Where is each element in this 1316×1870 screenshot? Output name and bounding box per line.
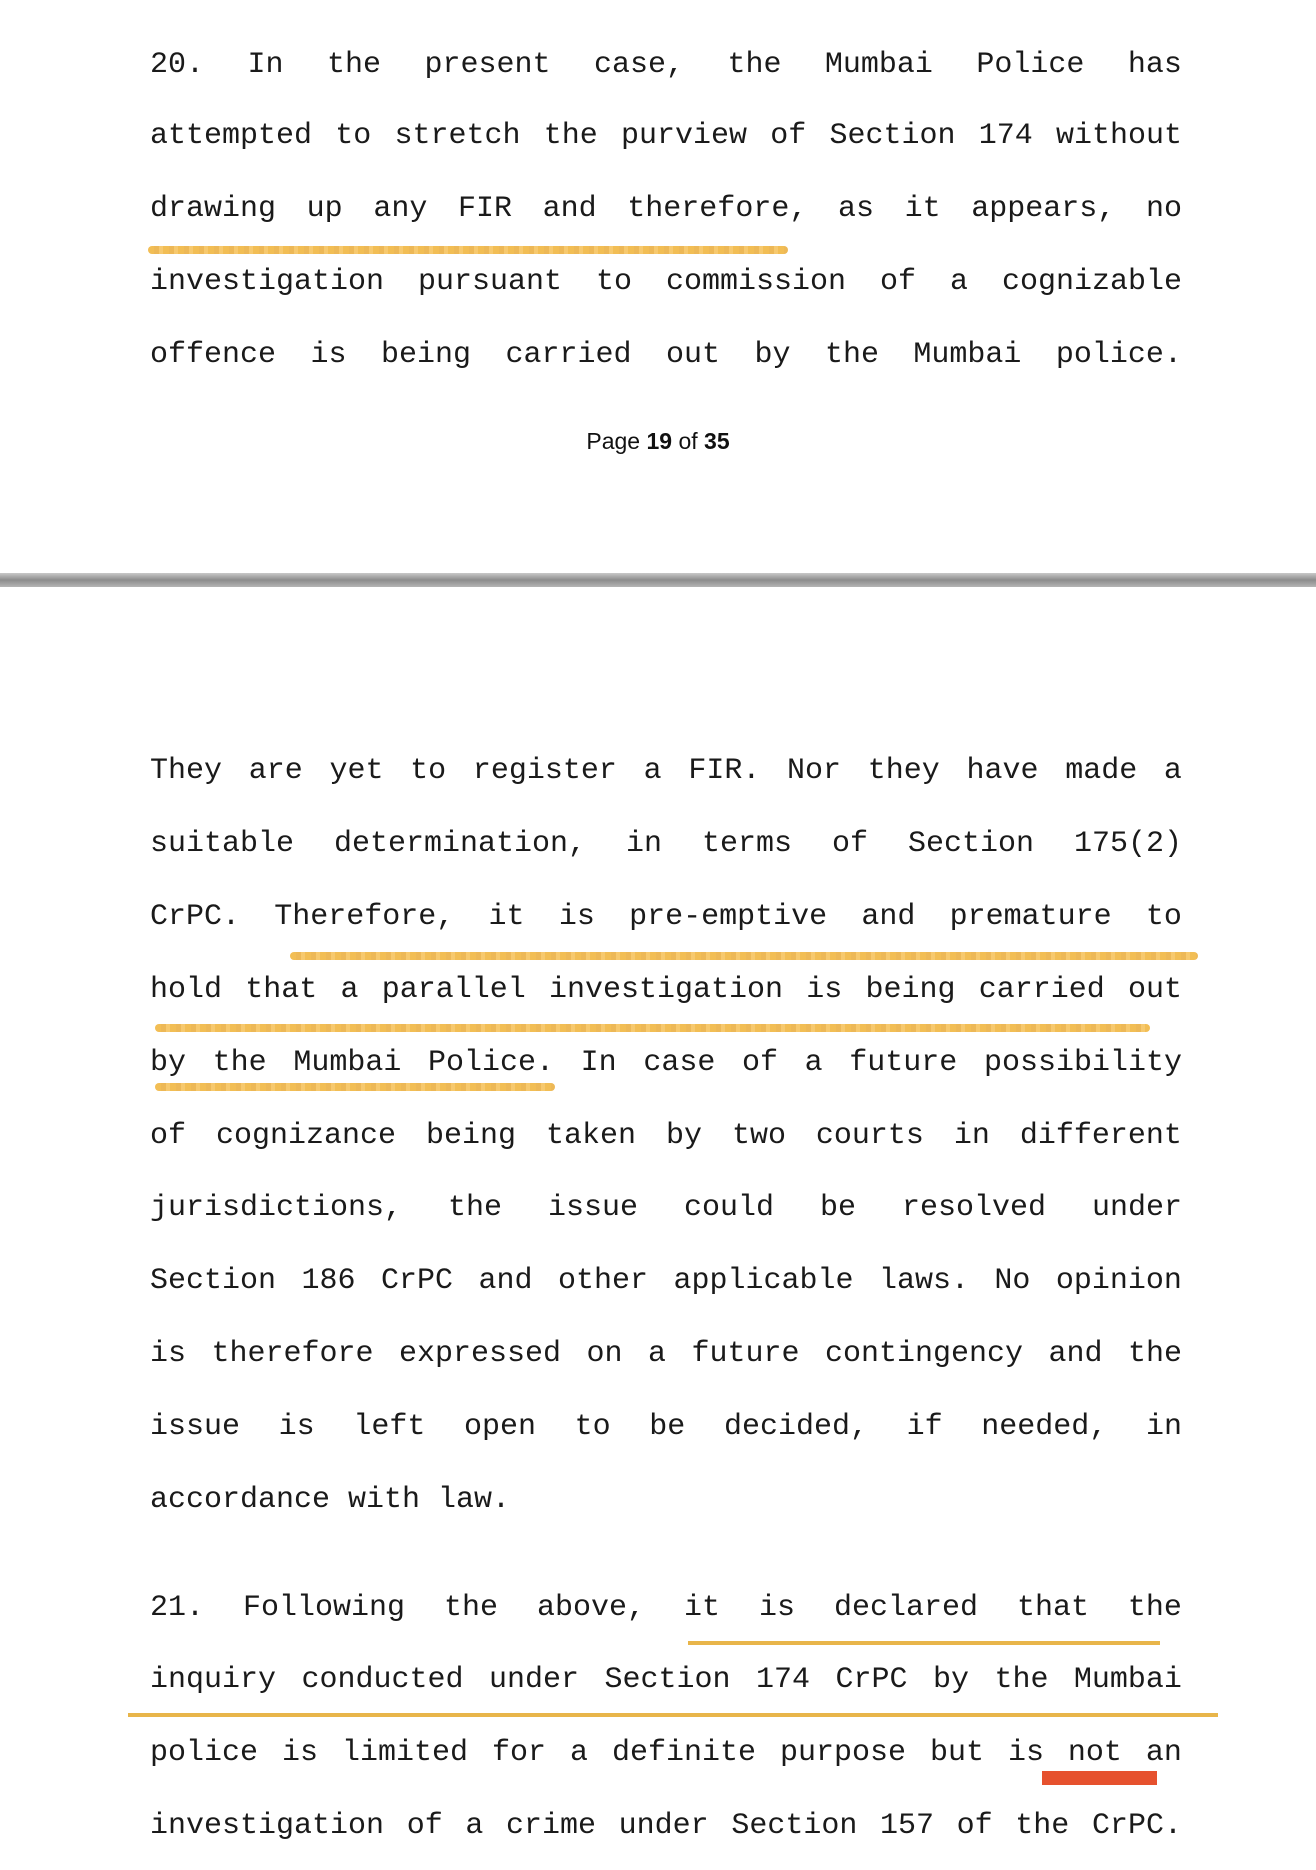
word: is [150,1337,187,1371]
word: a [340,973,359,1007]
word: be [649,1410,686,1444]
word: Police [976,48,1085,82]
word: above, [536,1591,645,1625]
word: the [443,1591,498,1625]
word: and [542,192,597,226]
word: present [424,48,551,82]
text-line [150,826,1182,862]
word: possibility [983,1046,1182,1080]
word: In [580,1046,617,1080]
word: cognizable [1001,265,1182,299]
word: if [906,1410,943,1444]
word: expressed [398,1337,562,1371]
word: out [665,338,720,372]
word: two [731,1119,786,1153]
word: under [489,1663,580,1697]
word: police. [1055,338,1182,372]
word: different [1019,1119,1182,1153]
word: and [478,1264,533,1298]
word: a [647,1337,666,1371]
word: of [741,1046,778,1080]
text-line [150,1482,1182,1518]
word: has [1127,48,1182,82]
word: the [727,48,782,82]
word: is [806,973,843,1007]
total-page-count: 35 [704,428,730,454]
word: the [824,338,879,372]
word: they [867,754,940,788]
highlight-mark-4 [155,1083,555,1091]
word: in [1145,1410,1182,1444]
word: of [956,1809,993,1843]
underline-mark-1 [688,1641,1160,1645]
word: register [472,754,617,788]
word: to [410,754,447,788]
word: CrPC. [150,900,241,934]
word: pursuant [418,265,563,299]
word: limited [341,1736,469,1770]
text-line [150,899,1182,935]
text-line [150,1190,1182,1226]
word: is [310,338,347,372]
word: decided, [723,1410,868,1444]
word: is [558,900,595,934]
word: 20. [150,48,205,82]
word: They [150,754,223,788]
word: the [1127,1591,1182,1625]
word: as [837,192,874,226]
word: of [150,1119,187,1153]
word: resolved [901,1191,1046,1225]
word: premature [949,900,1112,934]
text-line [150,191,1182,227]
word: the [326,48,381,82]
word: up [306,192,343,226]
word: is [282,1736,319,1770]
word: declared [833,1591,978,1625]
word: Mumbai [1073,1663,1182,1697]
word: pre-emptive [629,900,828,934]
word: therefore [211,1337,374,1371]
word: the [1015,1809,1070,1843]
word: Section [731,1809,858,1843]
word: Mumbai [824,48,933,82]
word: a [949,265,968,299]
text-line [150,1735,1182,1771]
word: could [683,1191,774,1225]
word: issue [548,1191,639,1225]
word: Following [242,1591,406,1625]
word: it [488,900,525,934]
word: of [770,119,807,153]
word: conducted [301,1663,464,1697]
word: under [1091,1191,1182,1225]
word: 174 [755,1663,810,1697]
text-line [150,1045,1182,1081]
word: contingency [824,1337,1023,1371]
page-number-footer: Page 19 of 35 [586,428,730,454]
text-line [150,1808,1182,1844]
word: that [245,973,318,1007]
word: no [1145,192,1182,226]
word: to [574,1410,611,1444]
word: CrPC [835,1663,908,1697]
word: the [448,1191,503,1225]
word: is [1007,1736,1044,1770]
word: to [596,265,633,299]
word: a [569,1736,588,1770]
word: 174 [978,119,1033,153]
word: left [353,1410,426,1444]
word: parallel [381,973,526,1007]
word: Nor [787,754,842,788]
word: in [626,827,663,861]
word: not [1067,1736,1122,1770]
word: of [831,827,868,861]
word: by [754,338,791,372]
word: Section [150,1264,277,1298]
word: and [1048,1337,1103,1371]
word: CrPC. [1091,1809,1182,1843]
word: Mumbai [293,1046,402,1080]
word: and [861,900,916,934]
word: investigation [150,265,385,299]
word: out [1127,973,1182,1007]
word: inquiry [150,1663,277,1697]
text-line [150,47,1182,83]
word: future [849,1046,958,1080]
text-line [150,1409,1182,1445]
text-line [150,972,1182,1008]
word: FIR. [688,754,761,788]
word: applicable [673,1264,854,1298]
word: definite [611,1736,756,1770]
word: a [643,754,662,788]
word: CrPC [380,1264,453,1298]
word: being [380,338,471,372]
word: Police. [427,1046,555,1080]
word: No [994,1264,1031,1298]
word: Therefore, [274,900,455,934]
word: made [1065,754,1138,788]
word: Section [604,1663,731,1697]
underline-mark-red [1042,1771,1157,1785]
word: FIR [457,192,512,226]
word: determination, [334,827,587,861]
word: of [406,1809,443,1843]
word: on [586,1337,623,1371]
text-line [150,118,1182,154]
word: an [1145,1736,1182,1770]
word: 157 [879,1809,934,1843]
word: police [150,1736,259,1770]
word: purpose [779,1736,906,1770]
text-line [150,1590,1182,1626]
word: any [373,192,428,226]
word: a [804,1046,823,1080]
text-line [150,753,1182,789]
word: opinion [1055,1264,1182,1298]
word: the [994,1663,1049,1697]
word: but [929,1736,984,1770]
word: needed, [981,1410,1108,1444]
text-line [150,264,1182,300]
word: to [335,119,372,153]
word: is [758,1591,795,1625]
word: drawing [150,192,277,226]
word: crime [506,1809,597,1843]
word: by [150,1046,187,1080]
word: Section [907,827,1034,861]
word: Mumbai [913,338,1022,372]
word: have [966,754,1039,788]
word: In [247,48,284,82]
word: other [557,1264,648,1298]
word: 21. [150,1591,205,1625]
word: taken [545,1119,636,1153]
word: being [865,973,956,1007]
word: issue [150,1410,241,1444]
word: case, [593,48,684,82]
word: in [953,1119,990,1153]
underline-mark-2 [128,1713,1218,1717]
word: for [491,1736,546,1770]
word: carried [978,973,1105,1007]
word: appears, [971,192,1116,226]
word: offence [150,338,277,372]
text-line [150,1263,1182,1299]
word: by [932,1663,969,1697]
word: suitable [150,827,295,861]
word: investigation [150,1809,385,1843]
word: 186 [301,1264,356,1298]
word: open [463,1410,536,1444]
word: terms [702,827,793,861]
word: hold [150,973,223,1007]
word: by [665,1119,702,1153]
word: are [248,754,303,788]
word: the [1127,1337,1182,1371]
word: accordance with law. [150,1483,511,1517]
highlight-mark-2 [290,952,1198,960]
word: attempted [150,119,313,153]
word: the [212,1046,267,1080]
word: commission [666,265,847,299]
text-line [150,1662,1182,1698]
text-line [150,1118,1182,1154]
word: the [543,119,598,153]
text-line [150,1336,1182,1372]
word: laws. [878,1264,969,1298]
word: is [278,1410,315,1444]
word: a [465,1809,484,1843]
word: be [819,1191,856,1225]
word: purview [620,119,747,153]
word: cognizance [215,1119,397,1153]
word: a [1163,754,1182,788]
word: courts [815,1119,924,1153]
text-line [150,337,1182,373]
word: that [1016,1591,1089,1625]
highlight-mark-3 [155,1024,1150,1032]
word: jurisdictions, [150,1191,403,1225]
highlight-mark-1 [148,246,788,254]
word: investigation [548,973,783,1007]
word: 175(2) [1073,827,1182,861]
page-separator [0,573,1316,587]
word: it [683,1591,720,1625]
word: it [904,192,941,226]
word: without [1055,119,1182,153]
word: yet [329,754,384,788]
current-page-number: 19 [646,428,673,454]
word: under [618,1809,709,1843]
word: Section [829,119,956,153]
word: of [880,265,917,299]
word: future [691,1337,800,1371]
word: being [425,1119,516,1153]
word: to [1145,900,1182,934]
word: carried [505,338,632,372]
word: therefore, [627,192,808,226]
word: stretch [394,119,521,153]
word: case [643,1046,716,1080]
